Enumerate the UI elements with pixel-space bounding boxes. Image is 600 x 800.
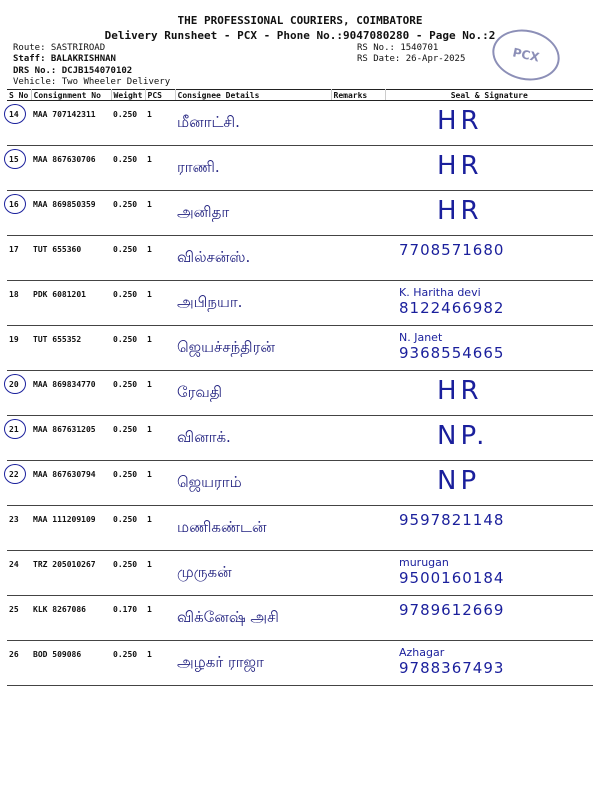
row-sno: 23 <box>7 506 31 551</box>
signature-line-2: 9500160184 <box>399 568 505 587</box>
row-consignment-no: MAA 869834770 <box>31 371 111 416</box>
row-pcs: 1 <box>145 596 175 641</box>
row-remarks <box>331 551 385 596</box>
rs-date: RS Date: 26-Apr-2025 <box>357 54 466 64</box>
staff-label: Staff: BALAKRISHNAN <box>13 54 116 64</box>
row-consignment-no: MAA 867631205 <box>31 416 111 461</box>
signature-line-2: 9788367493 <box>399 658 505 677</box>
signature-line-1: HR <box>437 106 483 136</box>
row-signature <box>385 191 593 236</box>
signature-line-1: NP <box>437 466 481 496</box>
row-consignment-no: BOD 509086 <box>31 641 111 686</box>
row-sno: 16 <box>7 191 31 236</box>
row-signature <box>385 641 593 686</box>
col-seal-signature: Seal & Signature <box>385 90 593 101</box>
col-sno: S No <box>7 90 31 101</box>
row-weight: 0.250 <box>111 146 145 191</box>
table-row <box>7 596 593 641</box>
row-signature <box>385 551 593 596</box>
signature-line-1: HR <box>437 376 483 406</box>
signature-line-1: K. Haritha devi <box>399 286 481 299</box>
row-signature <box>385 506 593 551</box>
col-remarks: Remarks <box>331 90 385 101</box>
row-consignee: அபிநயா. <box>175 281 331 326</box>
row-signature <box>385 236 593 281</box>
table-row <box>7 641 593 686</box>
row-signature <box>385 371 593 416</box>
runsheet-subtitle: Delivery Runsheet - PCX - Phone No.:9047080280 - Page No.:2 <box>104 29 496 42</box>
col-consignee-details: Consignee Details <box>175 90 331 101</box>
signature-line-1: NP. <box>437 421 489 451</box>
signature-line-1: 9597821148 <box>399 511 505 529</box>
row-sno: 25 <box>7 596 31 641</box>
row-pcs: 1 <box>145 281 175 326</box>
row-weight: 0.250 <box>111 416 145 461</box>
signature-line-2: 9368554665 <box>399 343 505 362</box>
row-pcs: 1 <box>145 236 175 281</box>
col-consignment-no: Consignment No <box>31 90 111 101</box>
table-row <box>7 326 593 371</box>
row-sno: 15 <box>7 146 31 191</box>
drs-number: DRS No.: DCJB154070102 <box>13 66 133 76</box>
table-row <box>7 506 593 551</box>
row-signature <box>385 416 593 461</box>
row-consignee: ஜெயராம் <box>175 461 331 506</box>
row-sno: 14 <box>7 101 31 146</box>
row-weight: 0.250 <box>111 101 145 146</box>
row-remarks <box>331 236 385 281</box>
row-consignment-no: MAA 111209109 <box>31 506 111 551</box>
row-weight: 0.250 <box>111 371 145 416</box>
row-sno: 21 <box>7 416 31 461</box>
signature-line-1: N. Janet <box>399 331 443 344</box>
table-header-row <box>7 90 593 101</box>
row-signature <box>385 326 593 371</box>
row-consignee: விக்னேஷ் அசி <box>175 596 331 641</box>
table-row <box>7 281 593 326</box>
table-row <box>7 461 593 506</box>
row-weight: 0.250 <box>111 641 145 686</box>
runsheet-table <box>7 89 593 686</box>
row-consignee: ராணி. <box>175 146 331 191</box>
row-pcs: 1 <box>145 506 175 551</box>
row-consignee: அழகர் ராஜா <box>175 641 331 686</box>
row-weight: 0.250 <box>111 236 145 281</box>
row-weight: 0.250 <box>111 281 145 326</box>
row-consignee: அனிதா <box>175 191 331 236</box>
row-weight: 0.250 <box>111 191 145 236</box>
row-pcs: 1 <box>145 371 175 416</box>
signature-line-1: 7708571680 <box>399 241 505 259</box>
row-pcs: 1 <box>145 551 175 596</box>
row-consignee: முருகன் <box>175 551 331 596</box>
row-consignment-no: TUT 655360 <box>31 236 111 281</box>
signature-line-1: Azhagar <box>399 646 445 659</box>
table-row <box>7 146 593 191</box>
col-weight: Weight <box>111 90 145 101</box>
row-pcs: 1 <box>145 146 175 191</box>
col-pcs: PCS <box>145 90 175 101</box>
row-weight: 0.250 <box>111 461 145 506</box>
row-consignment-no: MAA 867630794 <box>31 461 111 506</box>
row-pcs: 1 <box>145 641 175 686</box>
table-row <box>7 416 593 461</box>
row-pcs: 1 <box>145 461 175 506</box>
row-consignment-no: MAA 707142311 <box>31 101 111 146</box>
row-pcs: 1 <box>145 101 175 146</box>
row-consignment-no: TRZ 205010267 <box>31 551 111 596</box>
row-remarks <box>331 281 385 326</box>
row-consignment-no: MAA 869850359 <box>31 191 111 236</box>
pcx-stamp: PCX <box>488 23 565 86</box>
row-remarks <box>331 101 385 146</box>
runsheet-title: THE PROFESSIONAL COURIERS, COIMBATORE <box>177 14 423 27</box>
row-consignment-no: PDK 6081201 <box>31 281 111 326</box>
row-remarks <box>331 416 385 461</box>
table-row <box>7 101 593 146</box>
row-sno: 17 <box>7 236 31 281</box>
table-row <box>7 236 593 281</box>
table-row <box>7 191 593 236</box>
row-remarks <box>331 596 385 641</box>
row-remarks <box>331 371 385 416</box>
row-remarks <box>331 191 385 236</box>
row-consignment-no: TUT 655352 <box>31 326 111 371</box>
row-sno: 19 <box>7 326 31 371</box>
signature-line-1: 9789612669 <box>399 601 505 619</box>
row-weight: 0.250 <box>111 551 145 596</box>
row-remarks <box>331 461 385 506</box>
row-signature <box>385 596 593 641</box>
row-pcs: 1 <box>145 416 175 461</box>
row-pcs: 1 <box>145 191 175 236</box>
row-weight: 0.250 <box>111 506 145 551</box>
route-label: Route: SASTRIROAD <box>13 43 106 53</box>
row-remarks <box>331 506 385 551</box>
row-consignment-no: MAA 867630706 <box>31 146 111 191</box>
row-consignee: வினாக். <box>175 416 331 461</box>
row-pcs: 1 <box>145 326 175 371</box>
row-signature <box>385 281 593 326</box>
row-consignee: மீனாட்சி. <box>175 101 331 146</box>
row-consignee: ஜெயச்சந்திரன் <box>175 326 331 371</box>
row-sno: 18 <box>7 281 31 326</box>
row-weight: 0.250 <box>111 326 145 371</box>
table-row <box>7 371 593 416</box>
vehicle-label: Vehicle: Two Wheeler Delivery <box>13 77 171 87</box>
row-remarks <box>331 326 385 371</box>
table-row <box>7 551 593 596</box>
signature-line-2: 8122466982 <box>399 298 505 317</box>
row-weight: 0.170 <box>111 596 145 641</box>
row-sno: 24 <box>7 551 31 596</box>
row-consignee: வில்சன்ஸ். <box>175 236 331 281</box>
row-signature <box>385 101 593 146</box>
row-sno: 20 <box>7 371 31 416</box>
row-signature <box>385 461 593 506</box>
signature-line-1: HR <box>437 196 483 226</box>
signature-line-1: murugan <box>399 556 449 569</box>
row-consignment-no: KLK 8267086 <box>31 596 111 641</box>
row-sno: 22 <box>7 461 31 506</box>
row-sno: 26 <box>7 641 31 686</box>
signature-line-1: HR <box>437 151 483 181</box>
rs-number: RS No.: 1540701 <box>357 43 439 53</box>
row-remarks <box>331 641 385 686</box>
row-consignee: மணிகண்டன் <box>175 506 331 551</box>
row-remarks <box>331 146 385 191</box>
row-signature <box>385 146 593 191</box>
row-consignee: ரேவதி <box>175 371 331 416</box>
